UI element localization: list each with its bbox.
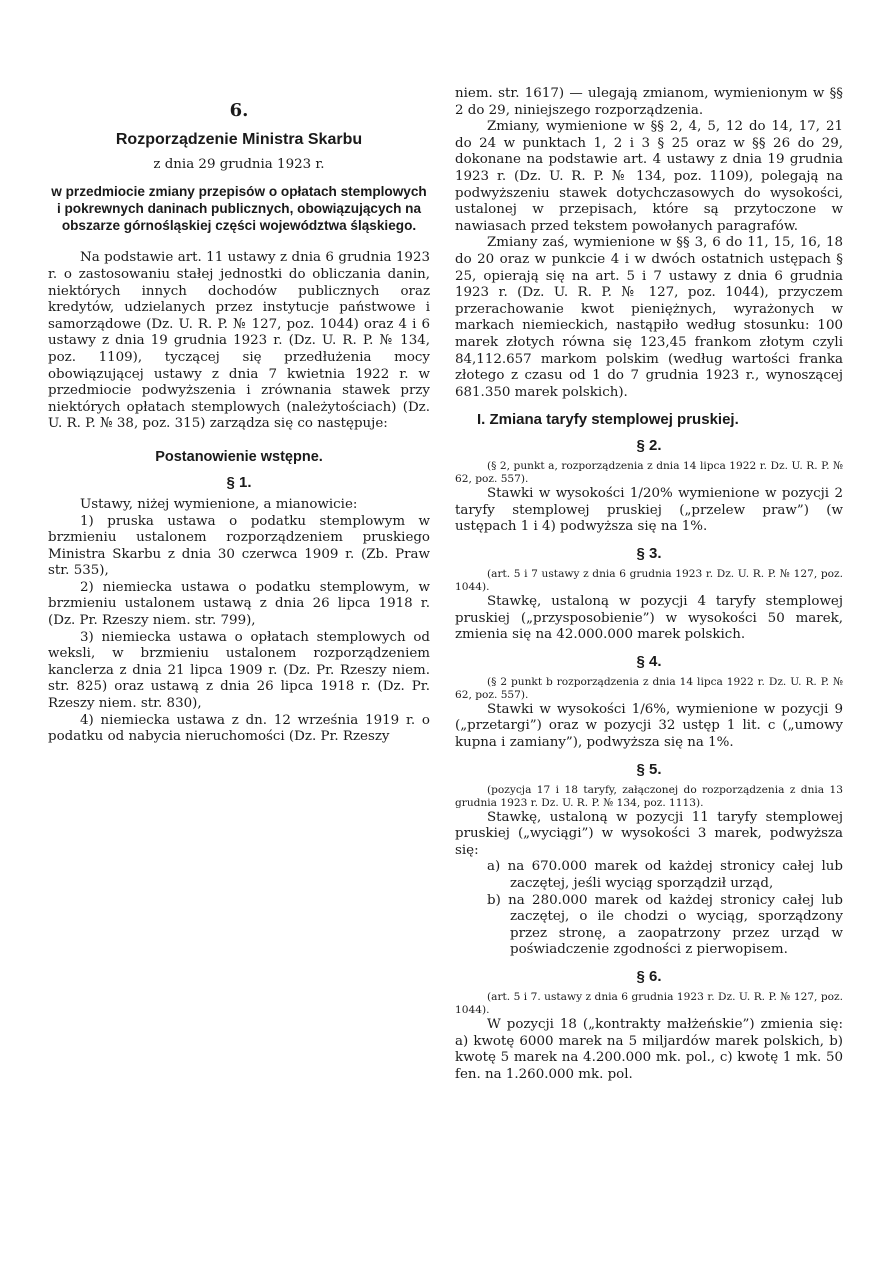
continuation-text: niem. str. 1617) — ulegają zmianom, wymienionym w §§ 2 do 29, niniejszego rozporządzenia.	[455, 86, 843, 118]
act-number: 6.	[229, 100, 249, 121]
section-heading: Postanowienie wstępne.	[155, 448, 323, 465]
paragraph-6-text: W pozycji 18 („kontrakty małżeńskie”) zmienia się: a) kwotę 6000 marek na 5 miljardów marek polskich, b) kwotę 5 marek na 4.200.000 mk. pol., c) kwotę 1 mk. 50 fen. na 1.260.000 mk. pol.	[455, 1016, 843, 1082]
paragraph-5-item-a: a) na 670.000 marek od każdej stronicy całej lub zaczętej, jeśli wyciąg sporządził urząd,	[487, 859, 843, 891]
paragraph-2-title: § 2.	[636, 437, 662, 455]
statute-item-4: 4) niemiecka ustawa z dn. 12 września 1919 r. o podatku od nabycia nieruchomości (Dz. Pr. Rzeszy	[48, 712, 430, 745]
paragraph-5-note: (pozycja 17 i 18 taryfy, załączonej do rozporządzenia z dnia 13 grudnia 1923 r. Dz. U. R. P. № 134, poz. 1113).	[455, 783, 843, 809]
paragraph-2-note: (§ 2, punkt a, rozporządzenia z dnia 14 lipca 1922 r. Dz. U. R. P. № 62, poz. 557).	[455, 460, 843, 486]
intro-paragraph: Na podstawie art. 11 ustawy z dnia 6 grudnia 1923 r. o zastosowaniu stałej jednostki do obliczania danin, niektórych innych dochodów publicznych oraz kredytów, udzielanych przez instytucje państwowe i samorządowe (Dz. U. R. P. № 127, poz. 1044) oraz 4 i 6 ustawy z dnia 19 grudnia 1923 r. (Dz. U. R. P. № 134, poz. 1109), tyczącej się przedłużenia mocy obowiązującej ustawy z dnia 7 kwietnia 1922 r. w przedmiocie podwyższenia i zrównania stawek przy niektórych opłatach stemplowych (należytościach) (Dz. U. R. P. № 38, poz. 315) zarządza się co następuje:	[48, 250, 430, 432]
paragraph-3-note: (art. 5 i 7 ustawy z dnia 6 grudnia 1923 r. Dz. U. R. P. № 127, poz. 1044).	[455, 568, 843, 594]
changes-paragraph-2: Zmiany zaś, wymienione w §§ 3, 6 do 11, 15, 16, 18 do 20 oraz w punkcie 4 i w dwóch ostatnich ustępach § 25, opierają się na art. 5 i 7 ustawy z dnia 6 grudnia 1923 r. (Dz. U. R. P. № 127, poz. 1044), przyczem przerachowanie kwot pieniężnych, wyrażonych w markach niemieckich, nastąpiło według stosunku: 100 marek złotych równa się 123,45 frankom złotym czyli 84,112.657 markom polskim (według wartości franka złotego z czasu od 1 do 7 grudnia 1923 r., wynoszącej 681.350 marek polskich).	[455, 235, 843, 400]
left-column	[48, 86, 430, 746]
paragraph-3-title: § 3.	[636, 545, 662, 563]
statutes-lead: Ustawy, niżej wymienione, a mianowicie:	[80, 496, 358, 512]
statute-item-2: 2) niemiecka ustawa o podatku stemplowym, w brzmieniu ustalonem ustawą z dnia 26 lipca 1918 r. (Dz. Pr. Rzeszy niem. str. 799),	[48, 579, 430, 629]
paragraph-3-text: Stawkę, ustaloną w pozycji 4 taryfy stemplowej pruskiej („przysposobienie”) w wysokości 50 marek, zmienia się na 42.000.000 marek polskich.	[455, 594, 843, 643]
act-date: z dnia 29 grudnia 1923 r.	[153, 157, 325, 172]
paragraph-1-title: § 1.	[226, 473, 252, 491]
part-heading: I. Zmiana taryfy stemplowej pruskiej.	[477, 411, 739, 429]
paragraph-6-title: § 6.	[636, 967, 662, 985]
paragraph-5-title: § 5.	[636, 760, 662, 778]
paragraph-2-text: Stawki w wysokości 1/20% wymienione w pozycji 2 taryfy stemplowej pruskiej („przelew praw”) (w ustępach 1 i 4) podwyższa się na 1%.	[455, 486, 843, 535]
act-title: Rozporządzenie Ministra Skarbu	[115, 131, 363, 148]
paragraph-5-item-b: b) na 280.000 marek od każdej stronicy całej lub zaczętej, o ile chodzi o wyciąg, sporządzony przez stronę, a zaopatrzony przez urząd w poświadczenie zgodności z pierwopisem.	[487, 892, 843, 958]
paragraph-6-note: (art. 5 i 7. ustawy z dnia 6 grudnia 1923 r. Dz. U. R. P. № 127, poz. 1044).	[455, 990, 843, 1016]
paragraph-4-note: (§ 2 punkt b rozporządzenia z dnia 14 lipca 1922 r. Dz. U. R. P. № 62, poz. 557).	[455, 675, 843, 701]
paragraph-5-text: Stawkę, ustaloną w pozycji 11 taryfy stemplowej pruskiej („wyciągi”) w wysokości 3 marek, podwyższa się:	[455, 809, 843, 858]
right-column	[455, 86, 843, 1083]
changes-paragraph-1: Zmiany, wymienione w §§ 2, 4, 5, 12 do 14, 17, 21 do 24 w punktach 1, 2 i 3 § 25 oraz w §§ 26 do 29, dokonane na podstawie art. 4 ustawy z dnia 19 grudnia 1923 r. (Dz. U. R. P. № 134, poz. 1109), polegają na podwyższeniu stawek dotychczasowych do wysokości, ustalonej w przepisach, które są przytoczone w nawiasach przed tekstem powołanych paragrafów.	[455, 119, 843, 234]
act-subject: w przedmiocie zmiany przepisów o opłatach stemplowych i pokrewnych daninach publicznych, obowiązujących na obszarze górnośląskiej części województwa śląskiego.	[51, 184, 427, 233]
paragraph-4-title: § 4.	[636, 652, 662, 670]
paragraph-4-text: Stawki w wysokości 1/6%, wymienione w pozycji 9 („przetargi”) oraz w pozycji 32 ustęp 1 lit. c („umowy kupna i zamiany”), podwyższa się na 1%.	[455, 701, 843, 751]
statute-item-1: 1) pruska ustawa o podatku stemplowym w brzmieniu ustalonem rozporządzeniem pruskiego Ministra Skarbu z dnia 30 czerwca 1909 r. (Zb. Praw str. 535),	[48, 513, 430, 579]
statute-item-3: 3) niemiecka ustawa o opłatach stemplowych od weksli, w brzmieniu ustalonem rozporządzeniem kanclerza z dnia 21 lipca 1909 r. (Dz. Pr. Rzeszy niem. str. 825) oraz ustawą z dnia 26 lipca 1918 r. (Dz. Pr. Rzeszy niem. str. 830),	[48, 629, 430, 712]
